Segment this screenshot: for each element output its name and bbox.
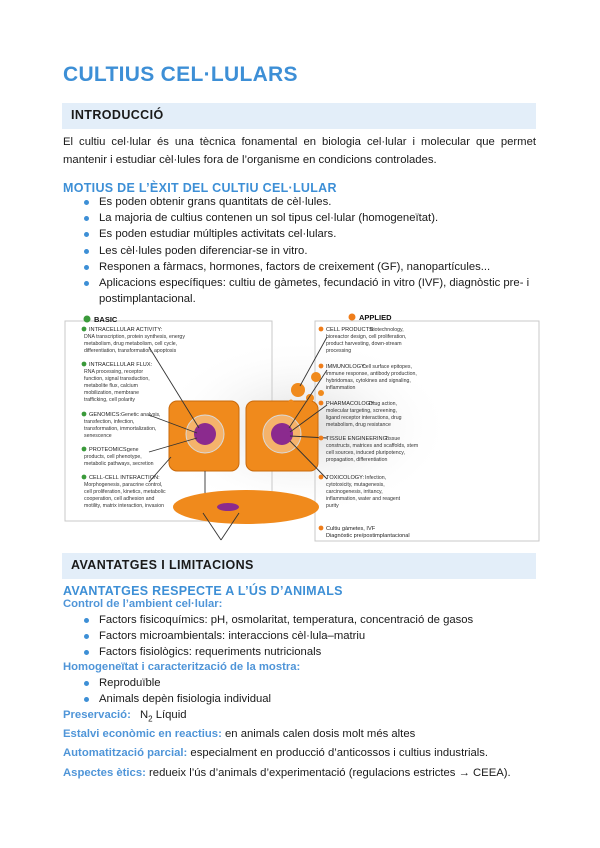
vesicle: [289, 400, 294, 405]
list-item: Factors microambientals: interaccions cèl·lula–matriu: [84, 628, 536, 644]
motius-heading: MOTIUS DE L’ÈXIT DEL CULTIU CEL·LULAR: [63, 181, 337, 195]
vesicle: [311, 372, 321, 382]
bullet-icon: [84, 216, 89, 221]
preservacio-line: Preservació: $N_2$ Líquid: [63, 709, 187, 724]
basic-title: BASIC: [94, 315, 118, 324]
vesicle: [291, 383, 305, 397]
automatitzacio-label: Automatització parcial:: [63, 747, 188, 759]
estalvi-line: Estalvi econòmic en reactius: en animals calen dosis molt més altes: [63, 728, 416, 740]
svg-text:Biotechnology,: Biotechnology,: [370, 327, 404, 333]
bullet-icon: [84, 681, 89, 686]
bullet-icon: [319, 364, 324, 369]
basic-label: INTRACELLULAR ACTIVITY:: [89, 327, 163, 333]
svg-text:Diagnòstic pre/postimplantacio: Diagnòstic pre/postimplantacional: [326, 533, 410, 539]
automatitzacio-line: Automatització parcial: especialment en producció d’anticossos i cultius industrials.: [63, 747, 489, 759]
bullet-icon: [84, 232, 89, 237]
svg-text:constructs, matrices and scaff: constructs, matrices and scaffolds, stem: [326, 443, 419, 449]
homogeneitat-heading: Homogeneïtat i caracterització de la mostra:: [63, 661, 301, 673]
svg-text:TISSUE ENGINEERING:: TISSUE ENGINEERING:: [326, 436, 389, 442]
svg-text:Infection,: Infection,: [365, 475, 387, 481]
svg-text:inflammation: inflammation: [326, 385, 356, 391]
bullet-icon: [319, 327, 324, 332]
bullet-icon: [84, 265, 89, 270]
flat-cell: [173, 490, 319, 524]
motius-list: [84, 194, 536, 307]
bullet-icon: [319, 436, 324, 441]
svg-text:transfection, infection,: transfection, infection,: [84, 419, 135, 425]
bullet-icon: [84, 650, 89, 655]
bullet-icon: [84, 634, 89, 639]
flat-nucleus: [217, 503, 239, 511]
svg-text:Cultiu gàmetes, IVF: Cultiu gàmetes, IVF: [326, 526, 376, 532]
bullet-icon: [84, 697, 89, 702]
estalvi-label: Estalvi econòmic en reactius:: [63, 728, 222, 740]
applied-title: APPLIED: [359, 313, 392, 322]
svg-text:products, cell phenotype,: products, cell phenotype,: [84, 454, 142, 460]
svg-text:DNA transcription, protein syn: DNA transcription, protein synthesis, energy: [84, 334, 185, 340]
svg-text:product harvesting, down-strea: product harvesting, down-stream: [326, 341, 402, 347]
basic-label: INTRACELLULAR FLUX:: [89, 362, 153, 368]
svg-text:differentiation, transformatio: differentiation, transformation, apoptosis: [84, 348, 177, 354]
section-heading-introduccio: INTRODUCCIÓ: [71, 108, 164, 122]
list-item: La majoria de cultius contenen un sol tipus cel·lular (homogeneïtat).: [84, 210, 536, 226]
svg-text:Drug action,: Drug action,: [369, 401, 397, 407]
svg-text:cytotoxicity, mutagenesis,: cytotoxicity, mutagenesis,: [326, 482, 385, 488]
applied-dot-icon: [349, 314, 356, 321]
svg-text:processing: processing: [326, 348, 352, 354]
homogeneitat-list: [84, 675, 536, 707]
intro-paragraph: El cultiu cel·lular és una tècnica fonamental en biologia cel·lular i molecular que permet mantenir i estudiar cèl·lules fora de l’organisme en condicions controlades.: [63, 136, 536, 166]
bullet-icon: [84, 281, 89, 286]
svg-text:inflammation, water and reagen: inflammation, water and reagent: [326, 496, 401, 502]
svg-text:motility, matrix interaction,: motility, matrix interaction, invasion: [84, 503, 165, 509]
svg-text:cell sources, induced pluripot: cell sources, induced pluripotency,: [326, 450, 405, 456]
svg-text:metabolism, drug metabolism, c: metabolism, drug metabolism, cell cycle,: [84, 341, 178, 347]
cell-culture-figure: [63, 307, 541, 543]
vesicle: [318, 390, 324, 396]
svg-text:cell proliferation, kinetics,: cell proliferation, kinetics, metabolic: [84, 489, 166, 495]
svg-text:Cell surface epitopes,: Cell surface epitopes,: [362, 364, 412, 370]
svg-text:trafficking, cell polarity: trafficking, cell polarity: [84, 397, 135, 403]
preservacio-label: Preservació:: [63, 709, 131, 721]
svg-text:GENOMICS:: GENOMICS:: [89, 412, 122, 418]
svg-text:metabolism, drug resistance: metabolism, drug resistance: [326, 422, 391, 428]
bullet-icon: [84, 200, 89, 205]
bullet-icon: [82, 327, 87, 332]
svg-text:propagation, differentiation: propagation, differentiation: [326, 457, 388, 463]
bullet-icon: [84, 249, 89, 254]
section-heading-avantatges: AVANTATGES I LIMITACIONS: [71, 558, 254, 572]
svg-text:TOXICOLOGY:: TOXICOLOGY:: [326, 475, 365, 481]
list-item: Factors fisicoquímics: pH, osmolaritat, temperatura, concentració de gasos: [84, 612, 536, 628]
svg-text:cooperation, cell adhesion and: cooperation, cell adhesion and: [84, 496, 155, 502]
svg-text:PHARMACOLOGY:: PHARMACOLOGY:: [326, 401, 376, 407]
svg-text:hybridomas, cytokines and sign: hybridomas, cytokines and signaling,: [326, 378, 411, 384]
bullet-icon: [319, 475, 324, 480]
etics-label: Aspectes ètics:: [63, 767, 146, 779]
svg-text:mobilization, membrane: mobilization, membrane: [84, 390, 140, 396]
avantatges-subheading: AVANTATGES RESPECTE A L’ÚS D’ANIMALS: [63, 584, 343, 598]
bullet-icon: [319, 526, 324, 531]
bullet-icon: [82, 362, 87, 367]
svg-text:ligand receptor interactions,: ligand receptor interactions, drug: [326, 415, 402, 421]
list-item: Factors fisiològics: requeriments nutricionals: [84, 644, 536, 660]
bullet-icon: [82, 475, 87, 480]
bullet-icon: [84, 618, 89, 623]
svg-text:RNA processing, receptor: RNA processing, receptor: [84, 369, 144, 375]
list-item: Es poden obtenir grans quantitats de cèl·lules.: [84, 194, 536, 210]
svg-text:carcinogenesis, irritancy,: carcinogenesis, irritancy,: [326, 489, 383, 495]
page-title: CULTIUS CEL·LULARS: [63, 63, 298, 86]
list-item: Es poden estudiar múltiples activitats cel·lulars.: [84, 226, 536, 242]
svg-text:gene: gene: [127, 447, 139, 453]
list-item: Animals depèn fisiologia individual: [84, 691, 536, 707]
list-item: Responen a fàrmacs, hormones, factors de creixement (GF), nanopartícules...: [84, 259, 536, 275]
svg-text:function, signal transduction,: function, signal transduction,: [84, 376, 150, 382]
svg-text:bioreactor design, cell prolif: bioreactor design, cell proliferation,: [326, 334, 407, 340]
etics-line: Aspectes ètics: redueix l’ús d’animals d’experimentació (regulacions estrictes → CEEA).: [63, 767, 511, 779]
svg-text:CELL PRODUCTS:: CELL PRODUCTS:: [326, 327, 375, 333]
control-list: [84, 612, 536, 661]
list-item: Aplicacions específiques: cultiu de gàmetes, fecundació in vitro (IVF), diagnòstic pre- i postimplantacional.: [84, 275, 536, 307]
svg-text:metabolite flux, calcium: metabolite flux, calcium: [84, 383, 138, 389]
svg-text:immune response, antibody prod: immune response, antibody production,: [326, 371, 417, 377]
section-band-introduccio: [62, 103, 536, 129]
svg-text:metabolic pathways, secretion: metabolic pathways, secretion: [84, 461, 154, 467]
nucleus-icon: [194, 423, 216, 445]
svg-text:IMMUNOLOGY:: IMMUNOLOGY:: [326, 364, 367, 370]
svg-text:transformation, immortalizatio: transformation, immortalization,: [84, 426, 157, 432]
svg-text:CELL-CELL INTERACTION:: CELL-CELL INTERACTION:: [89, 475, 160, 481]
bullet-icon: [82, 412, 87, 417]
basic-dot-icon: [84, 316, 91, 323]
svg-text:senescence: senescence: [84, 433, 112, 439]
control-heading: Control de l’ambient cel·lular:: [63, 598, 223, 610]
bullet-icon: [82, 447, 87, 452]
svg-text:Tissue: Tissue: [385, 436, 401, 442]
svg-text:purity: purity: [326, 503, 339, 509]
bullet-icon: [319, 401, 324, 406]
svg-text:Genetic analysis,: Genetic analysis,: [121, 412, 161, 418]
svg-text:molecular targeting, screening: molecular targeting, screening,: [326, 408, 397, 414]
list-item: Reproduïble: [84, 675, 536, 691]
section-band-avantatges: [62, 553, 536, 579]
svg-text:Morphogenesis, paracrine contr: Morphogenesis, paracrine control,: [84, 482, 163, 488]
list-item: Les cèl·lules poden diferenciar-se in vitro.: [84, 243, 536, 259]
svg-text:PROTEOMICS:: PROTEOMICS:: [89, 447, 129, 453]
